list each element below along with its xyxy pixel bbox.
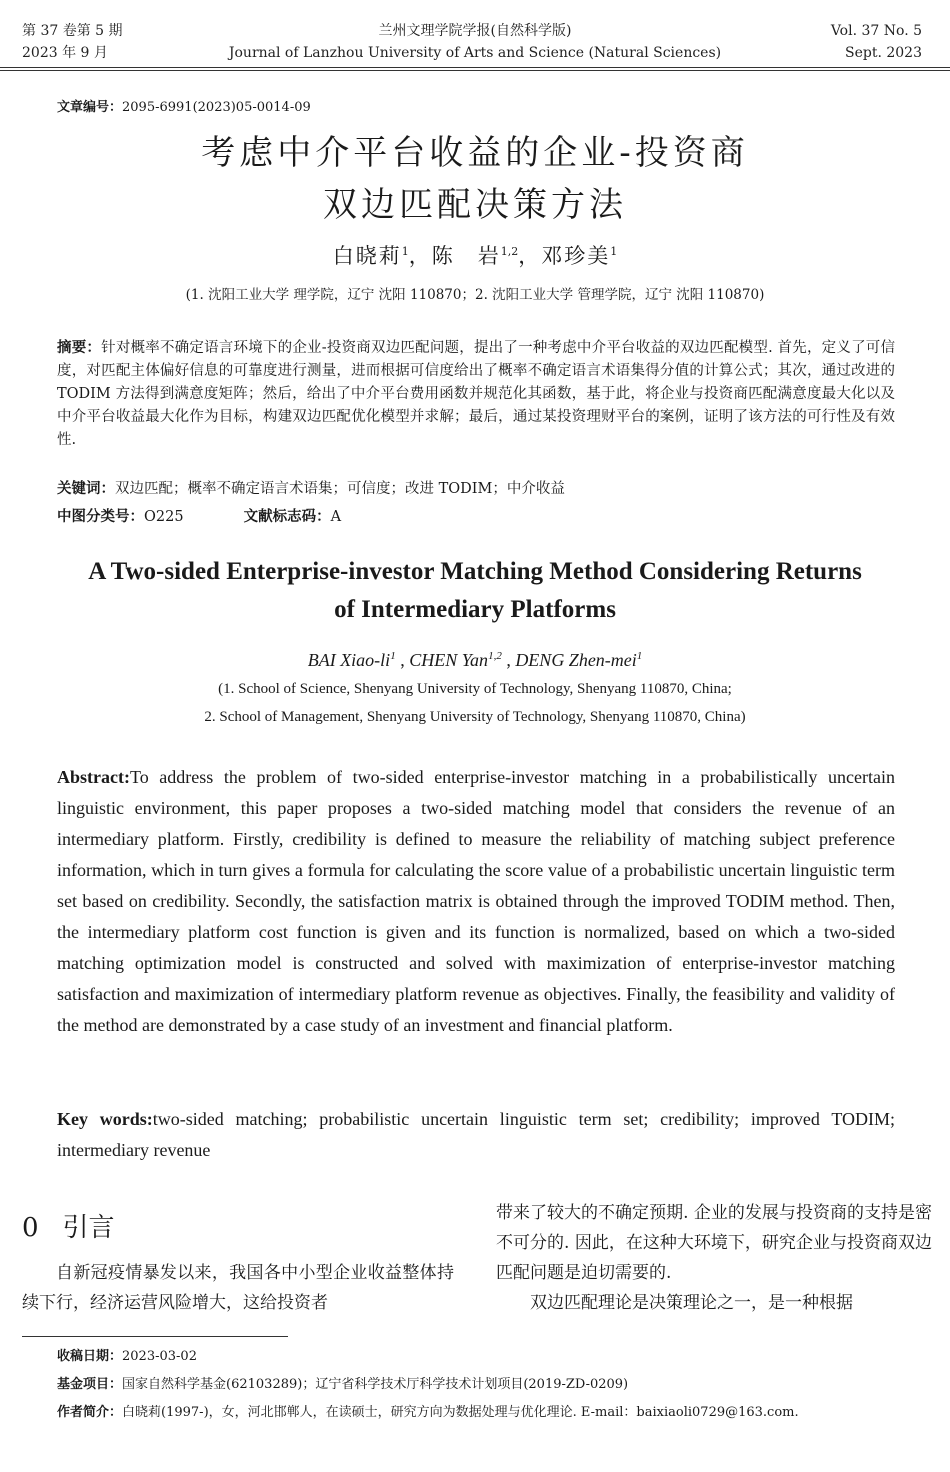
title-en [0,553,950,629]
classification-line [57,506,895,529]
affiliation-en-line1: (1. School of Science, Shenyang University of Technology, Shenyang 110870, China; [218,681,732,697]
section-title: 引言 [62,1213,115,1243]
title-cn-line1: 考虑中介平台收益的企业-投资商 [201,133,749,173]
header-rule-top [0,67,950,68]
body-right-paragraph-1: 带来了较大的不确定预期. 企业的发展与投资商的支持是密不可分的. 因此，在这种大环境下，研究企业与投资商双边匹配问题是迫切需要的. [496,1203,932,1283]
title-en-line1: A Two-sided Enterprise-investor Matching Method Considering Returns [88,558,862,585]
article-number [57,96,311,115]
keywords-en [57,1104,895,1166]
author-en-separator: , [395,650,410,670]
running-header-journal [0,20,950,64]
author-cn-sup: 1 [610,245,618,258]
author-separator: ， [408,244,432,268]
author-en-name: BAI Xiao-li [307,650,391,670]
footnote-received-value: 2023-03-02 [122,1349,197,1364]
body-right-paragraph-2: 双边匹配理论是决策理论之一，是一种根据 [530,1293,853,1313]
title-cn-line2: 双边匹配决策方法 [323,185,627,225]
issue-date-en: Sept. 2023 [845,45,922,61]
journal-name-en: Journal of Lanzhou University of Arts and Science (Natural Sciences) [228,45,722,61]
author-en-name: DENG Zhen-mei [515,650,637,670]
keywords-cn-label: 关键词： [57,481,115,497]
abstract-cn [57,337,895,452]
journal-name-cn: 兰州文理学院学报(自然科学版) [378,23,572,39]
clc-label: 中图分类号： [57,509,144,525]
abstract-en-label: Abstract: [57,767,130,787]
section-number: 0 [22,1213,39,1243]
abstract-en [57,762,895,1041]
article-number-value: 2095-6991(2023)05-0014-09 [122,100,311,115]
footnote-received-label: 收稿日期： [57,1349,123,1364]
footnote-author-bio [22,1402,928,1424]
authors-en [0,650,950,671]
footnote-received [57,1346,928,1368]
volume-no-en: Vol. 37 No. 5 [830,23,922,39]
keywords-en-label: Key words: [57,1109,153,1129]
footnote-fund-label: 基金项目： [57,1377,123,1392]
author-cn-name: 白晓莉 [332,244,402,268]
article-number-label: 文章编号： [57,100,123,115]
author-en-sup: 1,2 [488,650,502,662]
footnote-fund-value: 国家自然科学基金(62103289)；辽宁省科学技术厅科学技术计划项目(2019-ZD-0209) [122,1377,629,1392]
footnote-author-label: 作者简介： [57,1405,123,1420]
running-header-vol-en [831,20,922,64]
author-cn-sup: 1 [401,245,409,258]
keywords-cn [57,478,895,501]
affiliation-en-line2: 2. School of Management, Shenyang University of Technology, Shenyang 110870, China) [204,709,746,725]
abstract-cn-label: 摘要： [57,340,102,356]
author-en-separator: , [501,650,516,670]
footnote-rule [22,1336,288,1337]
author-cn-sup: 1,2 [500,245,519,258]
affiliation-cn: (1. 沈阳工业大学 理学院，辽宁 沈阳 110870；2. 沈阳工业大学 管理学院，辽宁 沈阳 110870) [185,287,765,303]
author-cn-name: 邓珍美 [541,244,611,268]
body-right-column [496,1198,932,1318]
keywords-en-text: two-sided matching; probabilistic uncertain linguistic term set; credibility; improved TODIM; intermediary revenue [57,1109,895,1160]
authors-cn [0,240,950,270]
keywords-cn-text: 双边匹配；概率不确定语言术语集；可信度；改进 TODIM；中介收益 [115,481,565,497]
author-en-sup: 1 [390,650,396,662]
author-separator: ， [518,244,542,268]
header-rule-bottom [0,70,950,71]
author-cn-name: 陈 岩 [431,244,501,268]
body-left-paragraph: 自新冠疫情暴发以来，我国各中小型企业收益整体持续下行，经济运营风险增大，这给投资者 [22,1263,454,1313]
author-en-name: CHEN Yan [409,650,489,670]
section-heading-introduction [22,1207,115,1244]
abstract-cn-text: 针对概率不确定语言环境下的企业-投资商双边匹配问题，提出了一种考虑中介平台收益的双边匹配模型. 首先，定义了可信度，对匹配主体偏好信息的可靠度进行测量，进而根据可信度给出了概率不确定语言术语集得分值的计算公式；其次，通过改进的 TODIM 方法得到满意度矩阵；然后，给出了中介平台费用函数并规范化其函数，基于此，将企业与投资商匹配满意度最大化以及中介平台收益最大化作为目标，构建双边匹配优化模型并求解；最后，通过某投资理财平台的案例，证明了该方法的可行性及有效性. [57,340,895,448]
abstract-en-text: To address the problem of two-sided enterprise-investor matching in a probabilistically uncertain linguistic environment, this paper proposes a two-sided matching model that considers the revenue of an intermediary platform. Firstly, credibility is defined to measure the reliability of matching subject preference information, which in turn gives a formula for calculating the score value of a probabilistic uncertain linguistic term set based on credibility. Secondly, the satisfaction matrix is obtained through the improved TODIM method. Then, the intermediary platform cost function is given and its function is normalized, based on which a two-sided matching optimization model is constructed and solved with maximization of enterprise-investor matching satisfaction and maximization of intermediary platform revenue as objectives. Finally, the feasibility and validity of the method are demonstrated by a case study of an investment and financial platform. [57,767,895,1035]
footnote-fund [57,1374,928,1396]
title-en-line2: of Intermediary Platforms [334,596,616,623]
footnote-author-value: 白晓莉(1997-)，女，河北邯郸人，在读硕士，研究方向为数据处理与优化理论. E-mail：baixiaoli0729@163.com. [122,1405,799,1420]
doc-code-label: 文献标志码： [243,509,331,525]
author-en-sup: 1 [636,650,643,662]
clc-value: O225 [144,509,184,525]
doc-code-value: A [330,509,342,525]
issue-date-cn: 2023 年 9 月 [22,45,108,61]
volume-issue: 第 37 卷第 5 期 [22,23,123,39]
